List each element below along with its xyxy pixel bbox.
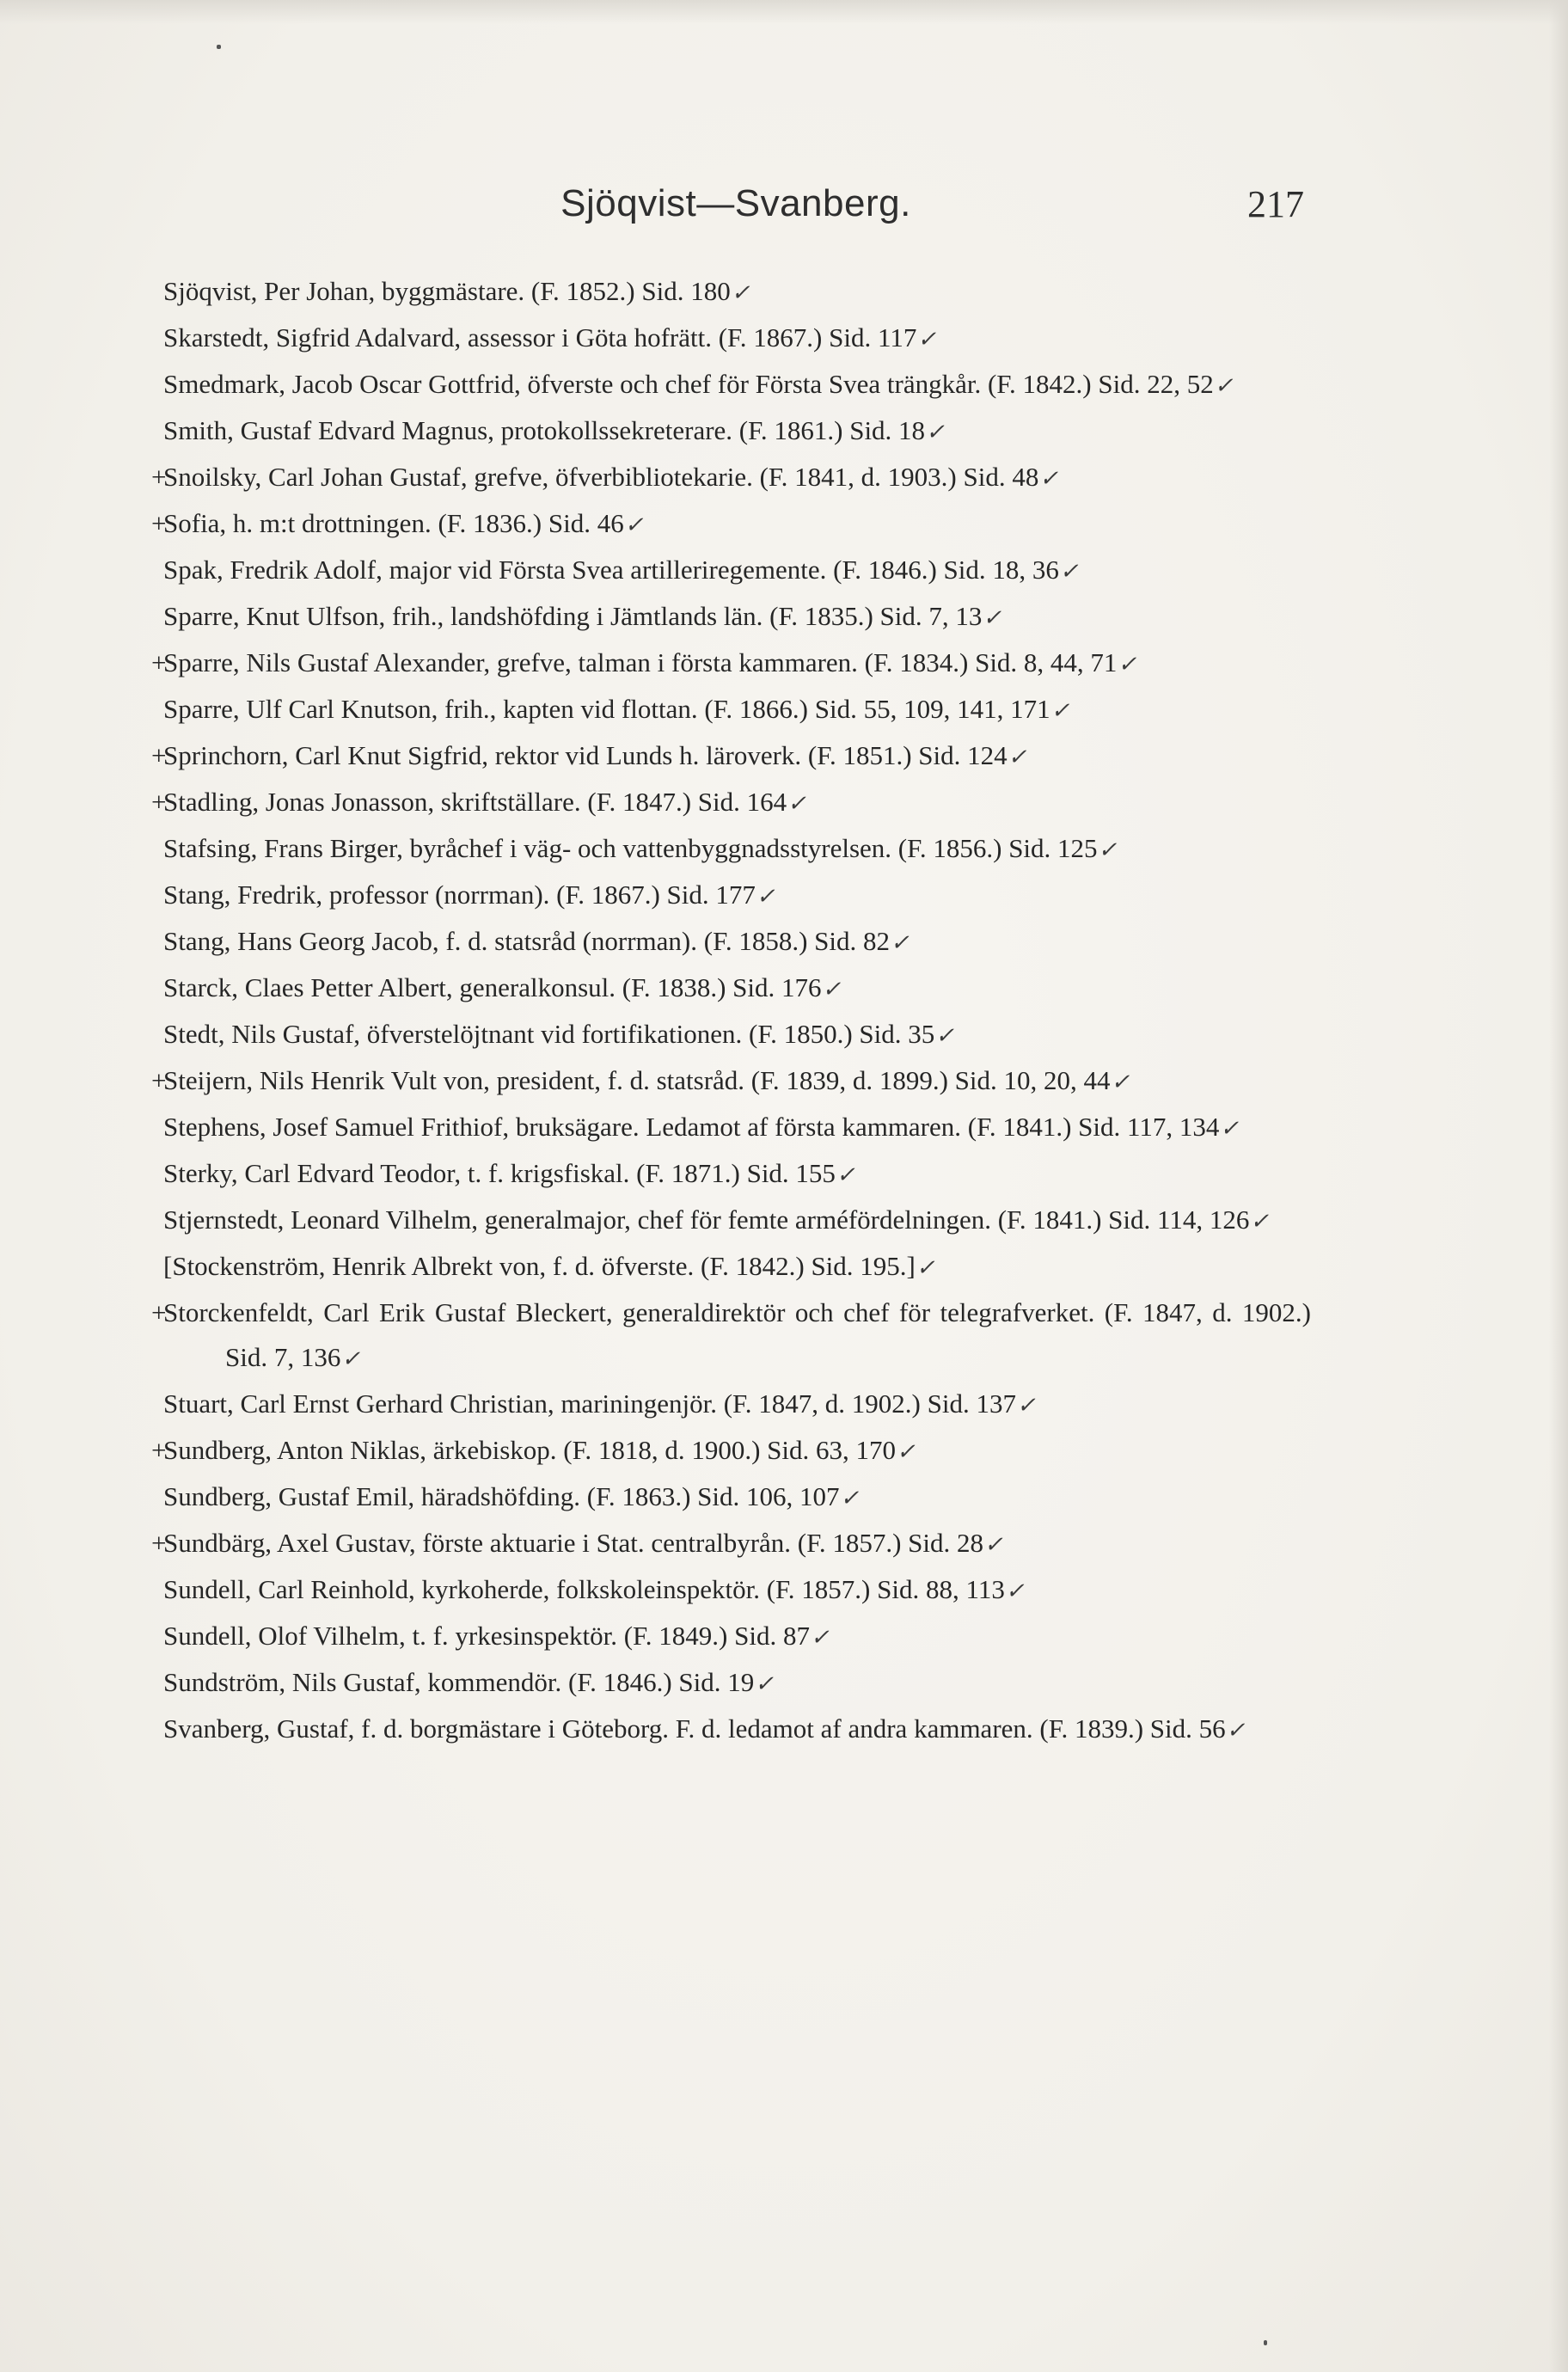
entry-text: Sundbärg, Axel Gustav, förste aktuarie i Stat. centralbyrån. (F. 1857.) Sid. 28 [163,1528,984,1558]
entry-text: Stedt, Nils Gustaf, öfverstelöjtnant vid fortifikationen. (F. 1850.) Sid. 35 [163,1019,935,1049]
checkmark-icon: ✓ [935,1023,955,1048]
entry-text: Svanberg, Gustaf, f. d. borgmästare i Göteborg. F. d. ledamot af andra kammaren. (F. 1839.) Sid. 56 [163,1713,1226,1744]
checkmark-icon: ✓ [756,884,775,909]
entry-text: Sundberg, Gustaf Emil, häradshöfding. (F. 1863.) Sid. 106, 107 [163,1481,840,1511]
index-entry [151,1521,1311,1567]
index-entry [151,641,1311,687]
index-entry [151,780,1311,826]
index-entry [163,687,1311,733]
entry-text: Starck, Claes Petter Albert, generalkonsul. (F. 1838.) Sid. 176 [163,972,822,1002]
checkmark-icon: ✓ [1039,466,1059,491]
ink-speck [217,45,221,49]
index-entry [163,1151,1311,1198]
checkmark-icon: ✓ [1059,559,1079,584]
entry-text: [Stockenström, Henrik Albrekt von, f. d. öfverste. (F. 1842.) Sid. 195.] [163,1251,916,1281]
checkmark-icon: ✓ [840,1486,860,1511]
entry-text: Smith, Gustaf Edvard Magnus, protokollssekreterare. (F. 1861.) Sid. 18 [163,415,926,445]
index-entry [163,408,1311,455]
index-entry [163,965,1311,1012]
entry-text: Storckenfeldt, Carl Erik Gustaf Bleckert, generaldirektör och chef för telegrafverket. (F. 1847, d. 1902.) Sid. 7, 136 [163,1297,1311,1372]
checkmark-icon: ✓ [755,1671,775,1696]
index-entry [163,1474,1311,1521]
running-head [168,182,1304,234]
entry-text: Sparre, Nils Gustaf Alexander, grefve, talman i första kammaren. (F. 1834.) Sid. 8, 44, 71 [163,647,1118,677]
entry-text: Stuart, Carl Ernst Gerhard Christian, mariningenjör. (F. 1847, d. 1902.) Sid. 137 [163,1388,1016,1419]
ink-speck [1264,2340,1267,2345]
index-entry [163,1105,1311,1151]
dagger-mark: + [151,462,167,492]
index-entry [163,1614,1311,1660]
entry-text: Snoilsky, Carl Johan Gustaf, grefve, öfverbibliotekarie. (F. 1841, d. 1903.) Sid. 48 [163,462,1039,492]
entry-text: Stafsing, Frans Birger, byråchef i väg- och vattenbyggnadsstyrelsen. (F. 1856.) Sid. 125 [163,833,1098,863]
checkmark-icon: ✓ [1250,1209,1270,1234]
checkmark-icon: ✓ [916,1255,935,1280]
page-number: 217 [1247,183,1304,225]
entry-text: Sparre, Ulf Carl Knutson, frih., kapten vid flottan. (F. 1866.) Sid. 55, 109, 141, 171 [163,694,1050,724]
entry-text: Spak, Fredrik Adolf, major vid Första Svea artilleriregemente. (F. 1846.) Sid. 18, 36 [163,555,1059,585]
checkmark-icon: ✓ [822,977,842,1002]
checkmark-icon: ✓ [897,1439,916,1464]
checkmark-icon: ✓ [891,930,910,955]
index-entry [151,1290,1311,1382]
index-entry [151,1058,1311,1105]
checkmark-icon: ✓ [787,791,806,816]
entry-text: Skarstedt, Sigfrid Adalvard, assessor i Göta hofrätt. (F. 1867.) Sid. 117 [163,322,917,352]
entry-text: Stadling, Jonas Jonasson, skriftställare. (F. 1847.) Sid. 164 [163,787,787,817]
entry-text: Stephens, Josef Samuel Frithiof, bruksägare. Ledamot af första kammaren. (F. 1841.) Sid. 117, 134 [163,1112,1220,1142]
checkmark-icon: ✓ [926,420,945,444]
index-entry [163,1660,1311,1707]
dagger-mark: + [151,1528,167,1558]
dagger-mark: + [151,1435,167,1465]
entry-text: Sjöqvist, Per Johan, byggmästare. (F. 1852.) Sid. 180 [163,276,731,306]
checkmark-icon: ✓ [917,327,937,352]
entry-text: Stang, Fredrik, professor (norrman). (F. 1867.) Sid. 177 [163,880,756,910]
checkmark-icon: ✓ [810,1625,830,1650]
index-entry [163,873,1311,919]
entry-text: Sundström, Nils Gustaf, kommendör. (F. 1846.) Sid. 19 [163,1667,755,1697]
index-entry [163,919,1311,965]
dagger-mark: + [151,1065,167,1095]
entry-text: Stjernstedt, Leonard Vilhelm, generalmajor, chef för femte arméfördelningen. (F. 1841.) Sid. 114, 126 [163,1204,1250,1235]
index-entry [163,594,1311,641]
checkmark-icon: ✓ [624,512,644,537]
checkmark-icon: ✓ [1220,1116,1240,1141]
index-entry [163,269,1311,316]
dagger-mark: + [151,1297,167,1327]
running-title: Sjöqvist—Svanberg. [560,182,911,224]
index-entry [163,1198,1311,1244]
checkmark-icon: ✓ [836,1162,855,1187]
dagger-mark: + [151,787,167,817]
entry-text: Sparre, Knut Ulfson, frih., landshöfding i Jämtlands län. (F. 1835.) Sid. 7, 13 [163,601,983,631]
checkmark-icon: ✓ [1118,652,1137,677]
index-entry [151,455,1311,501]
checkmark-icon: ✓ [1111,1070,1130,1094]
index-entry [151,501,1311,548]
checkmark-icon: ✓ [1098,837,1118,862]
index-entry [163,826,1311,873]
index-entry [163,1244,1311,1290]
index-entry [163,1567,1311,1614]
entry-text: Sprinchorn, Carl Knut Sigfrid, rektor vid Lunds h. läroverk. (F. 1851.) Sid. 124 [163,740,1008,770]
checkmark-icon: ✓ [341,1346,361,1371]
entry-text: Stang, Hans Georg Jacob, f. d. statsråd (norrman). (F. 1858.) Sid. 82 [163,926,891,956]
checkmark-icon: ✓ [1008,745,1027,769]
entry-text: Sterky, Carl Edvard Teodor, t. f. krigsfiskal. (F. 1871.) Sid. 155 [163,1158,836,1188]
checkmark-icon: ✓ [1005,1578,1025,1603]
index-entry [163,1012,1311,1058]
checkmark-icon: ✓ [983,605,1002,630]
checkmark-icon: ✓ [1050,698,1070,723]
entry-text: Smedmark, Jacob Oscar Gottfrid, öfverste och chef för Första Svea trängkår. (F. 1842.) Sid. 22, 52 [163,369,1214,399]
page-edge-shadow-right [1549,0,1568,2372]
checkmark-icon: ✓ [731,280,750,305]
dagger-mark: + [151,647,167,677]
dagger-mark: + [151,740,167,770]
index-entry [163,316,1311,362]
checkmark-icon: ✓ [1214,373,1234,398]
checkmark-icon: ✓ [1017,1393,1036,1418]
index-entry [163,1707,1311,1753]
index-entry [163,548,1311,594]
index-entry [163,1382,1311,1428]
index-entry [151,733,1311,780]
entry-text: Sofia, h. m:t drottningen. (F. 1836.) Sid. 46 [163,508,624,538]
page-edge-shadow-top [0,0,1568,24]
checkmark-icon: ✓ [984,1532,1003,1557]
entry-text: Sundell, Olof Vilhelm, t. f. yrkesinspektör. (F. 1849.) Sid. 87 [163,1621,810,1651]
entry-text: Steijern, Nils Henrik Vult von, president, f. d. statsråd. (F. 1839, d. 1899.) Sid. 10, 20, 44 [163,1065,1111,1095]
index-entry [163,362,1311,408]
checkmark-icon: ✓ [1226,1718,1246,1743]
entry-text: Sundell, Carl Reinhold, kyrkoherde, folkskoleinspektör. (F. 1857.) Sid. 88, 113 [163,1574,1005,1604]
entry-text: Sundberg, Anton Niklas, ärkebiskop. (F. 1818, d. 1900.) Sid. 63, 170 [163,1435,897,1465]
dagger-mark: + [151,508,167,538]
index-entry [151,1428,1311,1474]
index-entries [151,269,1311,1753]
